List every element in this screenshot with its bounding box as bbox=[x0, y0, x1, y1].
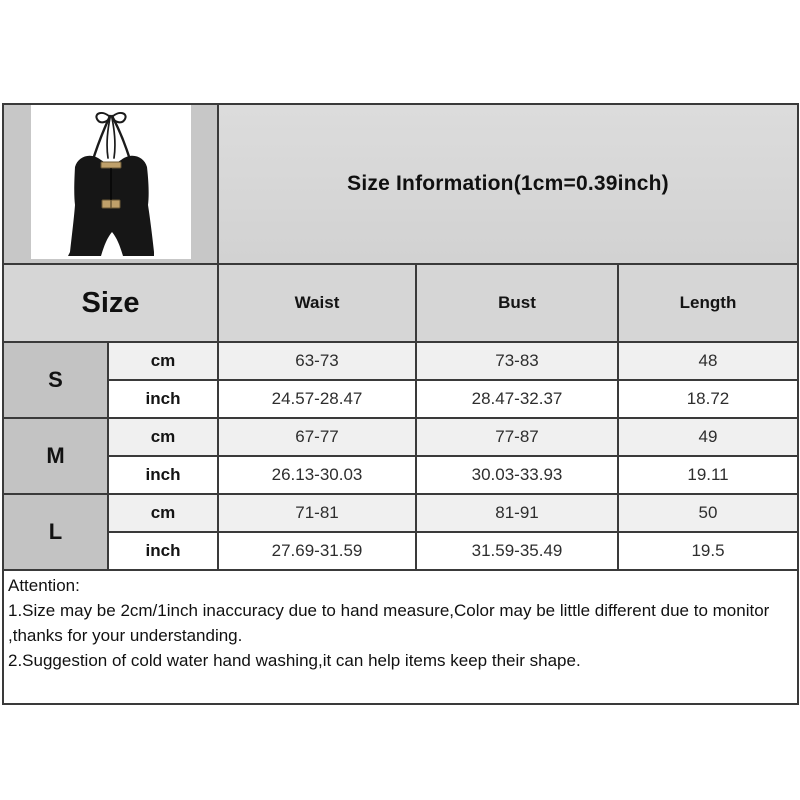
column-header-row bbox=[3, 264, 798, 342]
attention-box bbox=[3, 570, 798, 704]
s-inch-length: 18.72 bbox=[618, 380, 798, 418]
product-image-cell bbox=[3, 104, 218, 264]
gold-bust-bar bbox=[101, 162, 121, 168]
size-s-label: S bbox=[3, 342, 108, 418]
attention-row bbox=[3, 570, 798, 704]
size-m-label: M bbox=[3, 418, 108, 494]
size-l-label: L bbox=[3, 494, 108, 570]
attention-heading: Attention: bbox=[8, 576, 80, 595]
s-cm-waist: 63-73 bbox=[218, 342, 416, 380]
unit-label: inch bbox=[108, 532, 218, 570]
row-s-cm bbox=[3, 342, 798, 380]
unit-label: cm bbox=[108, 494, 218, 532]
attention-line-2: ,thanks for your understanding. bbox=[8, 626, 243, 645]
m-inch-bust: 30.03-33.93 bbox=[416, 456, 618, 494]
length-column-header: Length bbox=[618, 264, 798, 342]
unit-label: inch bbox=[108, 456, 218, 494]
m-cm-waist: 67-77 bbox=[218, 418, 416, 456]
m-cm-length: 49 bbox=[618, 418, 798, 456]
header-band bbox=[3, 104, 798, 264]
row-m-cm bbox=[3, 418, 798, 456]
row-m-inch bbox=[3, 456, 798, 494]
size-table bbox=[2, 103, 799, 705]
s-cm-length: 48 bbox=[618, 342, 798, 380]
waist-column-header: Waist bbox=[218, 264, 416, 342]
row-s-inch bbox=[3, 380, 798, 418]
bust-column-header: Bust bbox=[416, 264, 618, 342]
l-inch-waist: 27.69-31.59 bbox=[218, 532, 416, 570]
product-photo bbox=[31, 105, 191, 259]
row-l-inch bbox=[3, 532, 798, 570]
attention-line-3: 2.Suggestion of cold water hand washing,it can help items keep their shape. bbox=[8, 651, 581, 670]
m-inch-waist: 26.13-30.03 bbox=[218, 456, 416, 494]
l-inch-bust: 31.59-35.49 bbox=[416, 532, 618, 570]
unit-label: cm bbox=[108, 418, 218, 456]
row-l-cm bbox=[3, 494, 798, 532]
size-info-title: Size Information(1cm=0.39inch) bbox=[218, 104, 798, 264]
size-column-header: Size bbox=[3, 264, 218, 342]
l-cm-length: 50 bbox=[618, 494, 798, 532]
l-cm-bust: 81-91 bbox=[416, 494, 618, 532]
attention-line-1: 1.Size may be 2cm/1inch inaccuracy due to hand measure,Color may be little different due to monitor bbox=[8, 601, 770, 620]
s-inch-bust: 28.47-32.37 bbox=[416, 380, 618, 418]
s-inch-waist: 24.57-28.47 bbox=[218, 380, 416, 418]
black-romper-illustration bbox=[31, 105, 191, 259]
unit-label: inch bbox=[108, 380, 218, 418]
unit-label: cm bbox=[108, 342, 218, 380]
m-cm-bust: 77-87 bbox=[416, 418, 618, 456]
m-inch-length: 19.11 bbox=[618, 456, 798, 494]
l-cm-waist: 71-81 bbox=[218, 494, 416, 532]
l-inch-length: 19.5 bbox=[618, 532, 798, 570]
s-cm-bust: 73-83 bbox=[416, 342, 618, 380]
